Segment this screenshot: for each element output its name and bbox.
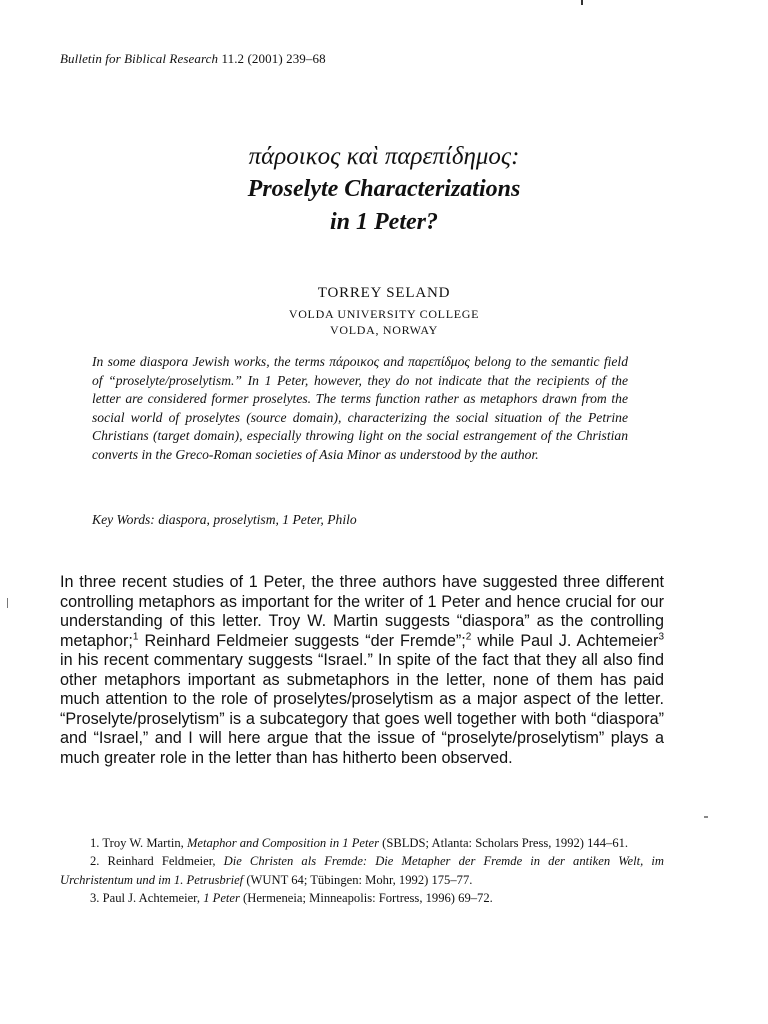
footnote-publication: (SBLDS; Atlanta: Scholars Press, 1992) 144–61. [378, 836, 629, 850]
author-affiliation: VOLDA UNIVERSITY COLLEGE [288, 307, 480, 321]
footnotes [60, 834, 664, 907]
footnote-2 [60, 852, 664, 889]
author-name: TORREY SELAND [317, 285, 451, 301]
footnote-1 [60, 834, 664, 852]
body-paragraph [60, 573, 664, 768]
title-line-2: Proselyte Characterizations [247, 176, 521, 202]
footnote-3 [60, 889, 664, 907]
keywords: Key Words: diaspora, proselytism, 1 Peter, Philo [92, 512, 357, 527]
footnote-number: 2. [90, 854, 100, 869]
title-line-3: in 1 Peter? [330, 209, 438, 235]
article-title [0, 140, 768, 239]
footnote-ref-2[interactable]: 2 [465, 631, 472, 643]
footnote-work-title: Die Christen als Fremde: Die Metapher der Fremde in der antiken Welt, im Urchristentum und im 1. Petrusbrief [60, 854, 664, 887]
footnote-publication: (WUNT 64; Tübingen: Mohr, 1992) 175–77. [243, 872, 473, 887]
scan-mark-margin [7, 598, 8, 608]
title-greek: πάροικος καὶ παρεπίδημος: [248, 143, 520, 170]
author-location: VOLDA, NORWAY [330, 323, 438, 337]
scan-mark-top [581, 0, 583, 5]
footnote-text: Troy W. Martin, [99, 836, 187, 850]
footnote-ref-1[interactable]: 1 [132, 631, 139, 643]
body-text-3: while Paul J. Achtemeier [471, 631, 659, 650]
footnote-work-title: 1 Peter [203, 890, 240, 905]
footnote-text: Paul J. Achtemeier, [99, 890, 204, 905]
footnote-publication: (Hermeneia; Minneapolis: Fortress, 1996) 69–72. [239, 890, 493, 905]
footnote-number: 1. [90, 836, 100, 850]
footnote-work-title: Metaphor and Composition in 1 Peter [186, 836, 379, 850]
footnote-text: Reinhard Feldmeier, [99, 854, 224, 869]
body-text-2: Reinhard Feldmeier suggests “der Fremde”; [138, 631, 466, 650]
footnote-ref-3[interactable]: 3 [658, 631, 664, 643]
journal-volume: 11.2 (2001) 239–68 [221, 51, 326, 66]
journal-title: Bulletin for Biblical Research [60, 51, 219, 66]
body-text-1: In three recent studies of 1 Peter, the three authors have suggested three different controlling metaphors as important for the writer of 1 Peter and hence crucial for our understanding of this letter. Troy W. Martin suggests “diaspora” as the controlling metaphor; [60, 573, 664, 650]
body-text-4: in his recent commentary suggests “Israel.” In spite of the fact that they all also find other metaphors important as submetaphors in the letter, none of them has paid much attention to the role of proselytes/proselytism as a major aspect of the letter. “Proselyte/proselytism” is a subcategory that goes well together with both “diaspora” and “Israel,” and I will here argue that the issue of “proselyte/proselytism” plays a much greater role in the letter than has hitherto been observed. [60, 651, 664, 767]
scan-speck [704, 816, 708, 818]
abstract: In some diaspora Jewish works, the terms πάροικος and παρεπίδμος belong to the semantic field of “proselyte/proselytism.” In 1 Peter, however, they do not indicate that the recipients of the letter are considered former proselytes. The terms function rather as metaphors drawn from the social world of proselytes (source domain), characterizing the social situation of the Petrine Christians (target domain), especially throwing light on the social estrangement of the Christian converts in the Greco-Roman societies of Asia Minor as understood by the author. [92, 354, 628, 462]
journal-citation [60, 51, 326, 67]
footnote-number: 3. [90, 890, 100, 905]
